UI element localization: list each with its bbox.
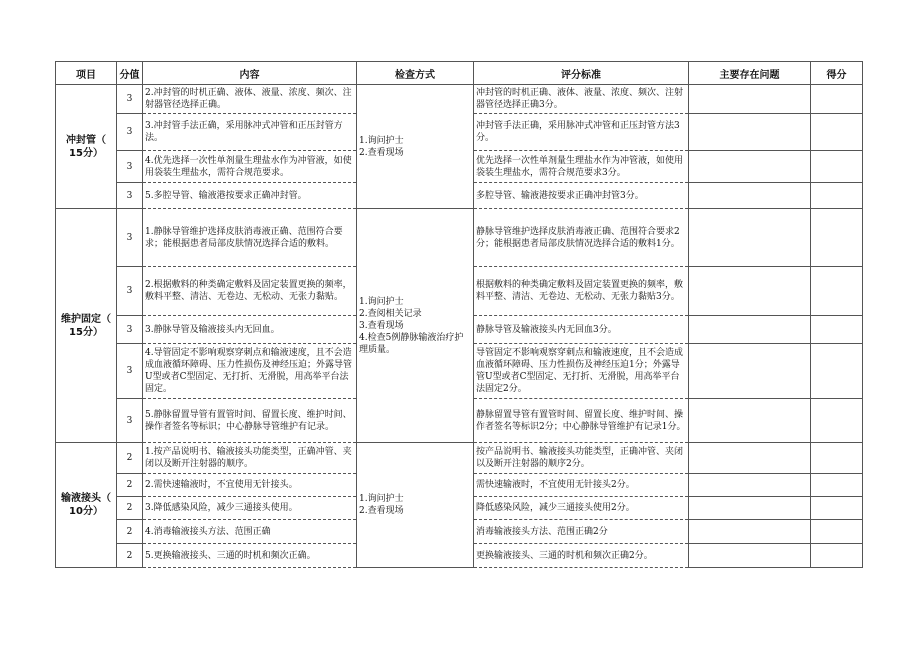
criteria-cell: 多腔导管、输液港按要求正确冲封管3分。 [474,183,689,209]
result-cell[interactable] [811,399,863,443]
result-cell[interactable] [811,183,863,209]
result-cell[interactable] [811,497,863,520]
method-line: 4.检查5例静脉输液治疗护理质量。 [359,332,464,355]
criteria-cell: 静脉导管维护选择皮肤消毒液正确、范围符合要求2分；能根据患者局部皮肤情况选择合适的敷料1分。 [474,209,689,267]
score-cell: 3 [117,114,143,151]
section-name: 维护固定（ [61,313,111,325]
content-cell: 4.导管固定不影响观察穿刺点和输液速度，且不会造成血液循环障碍、压力性损伤及神经压迫；外露导管U型或者C型固定、无打折、无滑脱，用高举平台法固定。 [143,344,357,399]
content-cell: 1.按产品说明书、输液接头功能类型，正确冲管、夹闭以及断开注射器的顺序。 [143,443,357,474]
method-line: 2.查看现场 [359,506,404,516]
score-cell: 3 [117,399,143,443]
result-cell[interactable] [811,209,863,267]
result-cell[interactable] [811,344,863,399]
criteria-cell: 导管固定不影响观察穿刺点和输液速度，且不会造成血液循环障碍、压力性损伤及神经压迫1分；外露导管U型或者C型固定、无打折、无滑脱，用高举平台法固定2分。 [474,344,689,399]
method-cell [357,85,474,209]
section-item-cell [56,85,117,209]
problems-cell[interactable] [689,209,811,267]
method-line: 2.查看现场 [359,147,404,158]
criteria-cell: 按产品说明书、输液接头功能类型，正确冲管、夹闭以及断开注射器的顺序2分。 [474,443,689,474]
score-cell: 2 [117,544,143,568]
content-cell: 3.降低感染风险，减少三通接头使用。 [143,497,357,520]
criteria-cell: 更换输液接头、三通的时机和频次正确2分。 [474,544,689,568]
problems-cell[interactable] [689,544,811,568]
score-cell: 3 [117,183,143,209]
method-cell [357,209,474,443]
result-cell[interactable] [811,114,863,151]
table-body [56,85,863,568]
content-cell: 1.静脉导管维护选择皮肤消毒液正确、范围符合要求；能根据患者局部皮肤情况选择合适的敷料。 [143,209,357,267]
content-cell: 3.冲封管手法正确，采用脉冲式冲管和正压封管方法。 [143,114,357,151]
problems-cell[interactable] [689,151,811,183]
problems-cell[interactable] [689,267,811,316]
problems-cell[interactable] [689,183,811,209]
method-cell [357,443,474,568]
method-line: 3.查看现场 [359,320,404,331]
inspection-table [55,61,863,568]
problems-cell[interactable] [689,344,811,399]
col-header-score: 分值 [117,62,143,85]
content-cell: 4.优先选择一次性单剂量生理盐水作为冲管液，如使用袋装生理盐水，需符合规范要求。 [143,151,357,183]
content-cell: 2.冲封管的时机正确、液体、液量、浓度、频次、注射器管径选择正确。 [143,85,357,114]
criteria-cell: 静脉导管及输液接头内无回血3分。 [474,316,689,344]
content-cell: 4.消毒输液接头方法、范围正确 [143,520,357,544]
col-header-content: 内容 [143,62,357,85]
score-cell: 3 [117,209,143,267]
score-cell: 2 [117,443,143,474]
score-cell: 2 [117,497,143,520]
content-cell: 5.静脉留置导管有置管时间、留置长度、维护时间、操作者签名等标识；中心静脉导管维护有记录。 [143,399,357,443]
result-cell[interactable] [811,520,863,544]
section-points: 15分） [69,147,103,159]
criteria-cell: 需快速输液时，不宜使用无针接头2分。 [474,474,689,497]
col-header-item: 项目 [56,62,117,85]
score-cell: 3 [117,85,143,114]
problems-cell[interactable] [689,114,811,151]
problems-cell[interactable] [689,520,811,544]
section-item-cell [56,443,117,568]
criteria-cell: 静脉留置导管有置管时间、留置长度、维护时间、操作者签名等标识2分；中心静脉导管维护有记录1分。 [474,399,689,443]
col-header-result: 得分 [811,62,863,85]
criteria-cell: 根据敷料的种类确定敷料及固定装置更换的频率，敷料平整、清洁、无卷边、无松动、无张力黏贴3分。 [474,267,689,316]
content-cell: 5.多腔导管、输液港按要求正确冲封管。 [143,183,357,209]
result-cell[interactable] [811,85,863,114]
section-name: 输液接头（ [61,493,111,504]
table-row [56,85,863,114]
score-cell: 3 [117,316,143,344]
criteria-cell: 消毒输液接头方法、范围正确2分 [474,520,689,544]
col-header-criteria: 评分标准 [474,62,689,85]
content-cell: 5.更换输液接头、三通的时机和频次正确。 [143,544,357,568]
criteria-cell: 降低感染风险，减少三通接头使用2分。 [474,497,689,520]
content-cell: 2.需快速输液时，不宜使用无针接头。 [143,474,357,497]
problems-cell[interactable] [689,474,811,497]
result-cell[interactable] [811,267,863,316]
problems-cell[interactable] [689,443,811,474]
criteria-cell: 冲封管手法正确，采用脉冲式冲管和正压封管方法3分。 [474,114,689,151]
criteria-cell: 优先选择一次性单剂量生理盐水作为冲管液，如使用袋装生理盐水，需符合规范要求3分。 [474,151,689,183]
section-item-cell [56,209,117,443]
score-cell: 2 [117,474,143,497]
result-cell[interactable] [811,474,863,497]
section-name: 冲封管（ [66,134,106,146]
score-cell: 3 [117,151,143,183]
criteria-cell: 冲封管的时机正确、液体、液量、浓度、频次、注射器管径选择正确3分。 [474,85,689,114]
content-cell: 2.根据敷料的种类确定敷料及固定装置更换的频率，敷料平整、清洁、无卷边、无松动、无张力黏贴。 [143,267,357,316]
table-row [56,443,863,474]
method-line: 1.询问护士 [359,296,404,307]
table-row [56,209,863,267]
score-cell: 2 [117,520,143,544]
method-line: 1.询问护士 [359,135,404,146]
col-header-method: 检查方式 [357,62,474,85]
col-header-problems: 主要存在问题 [689,62,811,85]
problems-cell[interactable] [689,399,811,443]
section-points: 15分） [69,326,103,338]
score-cell: 3 [117,267,143,316]
result-cell[interactable] [811,443,863,474]
problems-cell[interactable] [689,316,811,344]
header-row [56,62,863,85]
result-cell[interactable] [811,151,863,183]
content-cell: 3.静脉导管及输液接头内无回血。 [143,316,357,344]
method-line: 2.查阅相关记录 [359,308,422,319]
section-points: 10分） [69,506,103,517]
result-cell[interactable] [811,544,863,568]
problems-cell[interactable] [689,497,811,520]
result-cell[interactable] [811,316,863,344]
score-cell: 3 [117,344,143,399]
method-line: 1.询问护士 [359,494,404,504]
problems-cell[interactable] [689,85,811,114]
